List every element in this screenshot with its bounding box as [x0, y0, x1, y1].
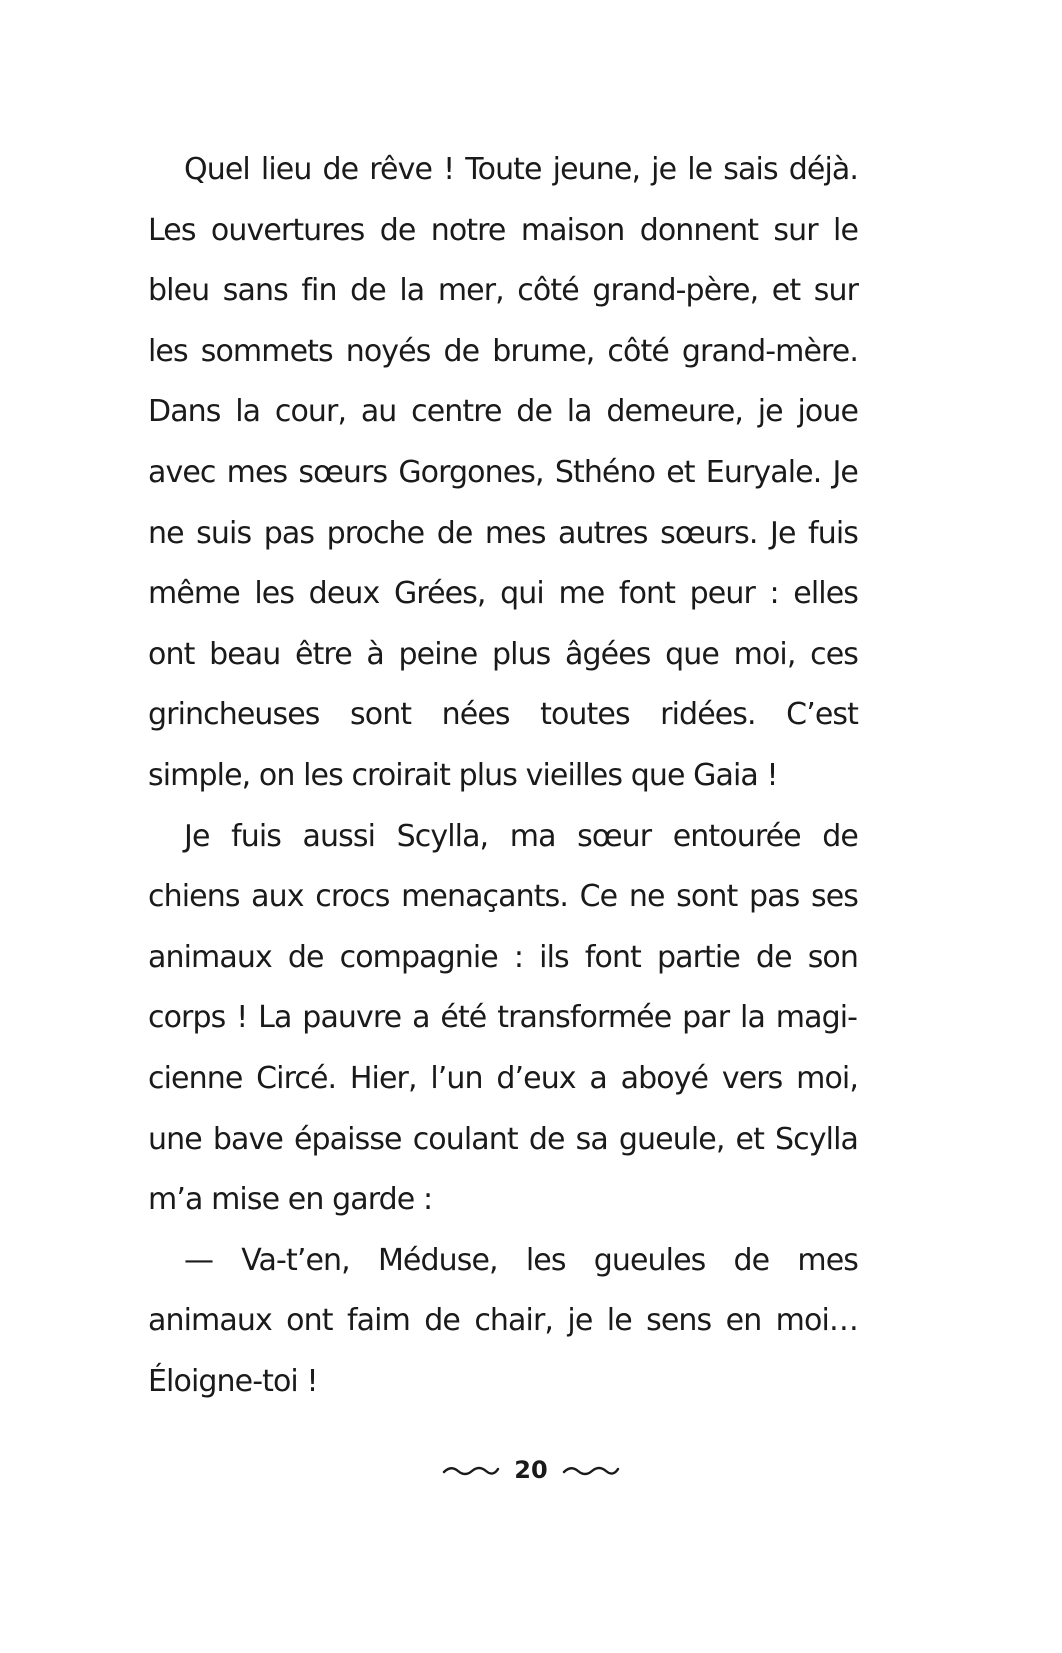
page-footer [0, 1450, 1062, 1490]
paragraph: Quel lieu de rêve ! Toute jeune, je le sais déjà. Les ouvertures de notre maison donnent sur le bleu sans fin de la mer, côté grand-père, et sur les sommets noyés de brume, côté grand-mère. Dans la cour, au centre de la demeure, je joue avec mes sœurs Gorgones, Sthéno et Euryale. Je ne suis pas proche de mes autres sœurs. Je fuis même les deux Grées, qui me font peur : elles ont beau être à peine plus âgées que moi, ces grincheuses sont nées toutes ridées. C’est simple, on les croirait plus vieilles que Gaia ! [148, 152, 858, 793]
wave-right-icon [562, 1462, 620, 1478]
page-number: 20 [514, 1456, 548, 1484]
body-text [148, 140, 858, 1412]
paragraph: — Va-t’en, Méduse, les gueules de mes animaux ont faim de chair, je le sens en moi… Éloigne-toi ! [148, 1242, 858, 1399]
paragraph: Je fuis aussi Scylla, ma sœur entourée de chiens aux crocs menaçants. Ce ne sont pas ses animaux de compagnie : ils font partie de son corps ! La pauvre a été transformée par la magicienne Circé. Hier, l’un d’eux a aboyé vers moi, une bave épaisse coulant de sa gueule, et Scylla m’a mise en garde : [148, 818, 858, 1218]
wave-left-icon [442, 1462, 500, 1478]
